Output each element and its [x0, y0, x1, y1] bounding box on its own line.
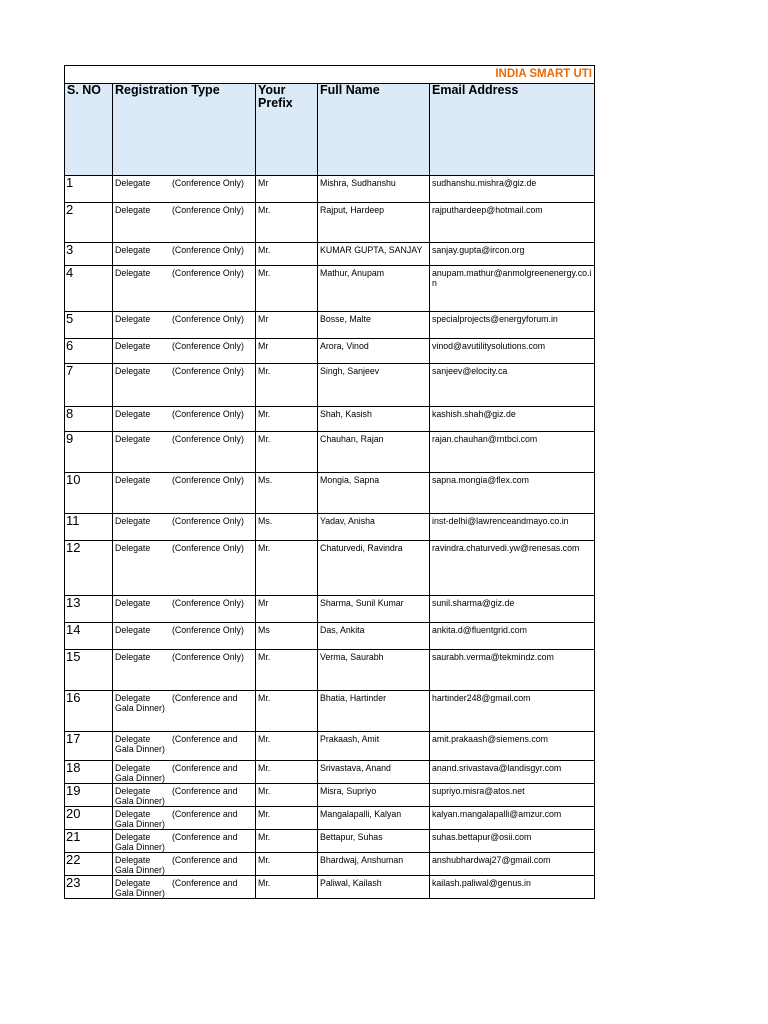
table-row — [65, 407, 595, 432]
cell-email: vinod@avutilitysolutions.com — [430, 339, 595, 364]
registration-detail: (Conference Only) — [172, 268, 244, 278]
registration-detail: (Conference Only) — [172, 314, 244, 324]
cell-prefix: Mr. — [256, 650, 318, 691]
cell-sno: 5 — [65, 312, 113, 339]
registration-type-label: Delegate — [115, 475, 151, 485]
registration-detail: (Conference Only) — [172, 205, 244, 215]
registration-type-label: Delegate — [115, 734, 151, 744]
cell-registration-type — [113, 266, 256, 312]
cell-email: kashish.shah@giz.de — [430, 407, 595, 432]
cell-registration-type — [113, 853, 256, 876]
registration-type-label: Delegate — [115, 409, 151, 419]
cell-email: ankita.d@fluentgrid.com — [430, 623, 595, 650]
cell-registration-type — [113, 761, 256, 784]
header-prefix: Your Prefix — [256, 84, 318, 176]
cell-sno: 2 — [65, 203, 113, 243]
table-row — [65, 473, 595, 514]
cell-sno: 15 — [65, 650, 113, 691]
cell-full-name: Bhatia, Hartinder — [318, 691, 430, 732]
cell-registration-type — [113, 473, 256, 514]
cell-full-name: Bettapur, Suhas — [318, 830, 430, 853]
registration-type-label: Delegate — [115, 763, 151, 773]
cell-registration-type — [113, 432, 256, 473]
table-row — [65, 514, 595, 541]
cell-registration-type — [113, 807, 256, 830]
cell-email: amit.prakaash@siemens.com — [430, 732, 595, 761]
cell-full-name: Srivastava, Anand — [318, 761, 430, 784]
cell-email: sunil.sharma@giz.de — [430, 596, 595, 623]
cell-prefix: Mr. — [256, 266, 318, 312]
cell-registration-type — [113, 176, 256, 203]
cell-email: kailash.paliwal@genus.in — [430, 876, 595, 899]
registration-detail-line2: Gala Dinner) — [115, 865, 165, 875]
cell-sno: 13 — [65, 596, 113, 623]
registration-detail-line2: Gala Dinner) — [115, 888, 165, 898]
header-row — [65, 84, 595, 176]
registration-type-label: Delegate — [115, 178, 151, 188]
table-row — [65, 596, 595, 623]
cell-registration-type — [113, 203, 256, 243]
cell-registration-type — [113, 830, 256, 853]
cell-email: rajan.chauhan@rntbci.com — [430, 432, 595, 473]
cell-prefix: Mr. — [256, 407, 318, 432]
registration-type-label: Delegate — [115, 625, 151, 635]
cell-prefix: Mr. — [256, 761, 318, 784]
registration-detail-line2: Gala Dinner) — [115, 744, 165, 754]
registration-detail: (Conference Only) — [172, 598, 244, 608]
cell-prefix: Mr — [256, 176, 318, 203]
cell-full-name: Sharma, Sunil Kumar — [318, 596, 430, 623]
registration-detail: (Conference and — [172, 878, 238, 888]
header-email: Email Address — [430, 84, 595, 176]
cell-full-name: Yadav, Anisha — [318, 514, 430, 541]
cell-email: anshubhardwaj27@gmail.com — [430, 853, 595, 876]
cell-sno: 16 — [65, 691, 113, 732]
table-row — [65, 830, 595, 853]
cell-email: ravindra.chaturvedi.yw@renesas.com — [430, 541, 595, 596]
cell-sno: 11 — [65, 514, 113, 541]
cell-sno: 8 — [65, 407, 113, 432]
cell-full-name: Bosse, Malte — [318, 312, 430, 339]
cell-sno: 9 — [65, 432, 113, 473]
cell-prefix: Mr. — [256, 432, 318, 473]
registration-detail: (Conference Only) — [172, 543, 244, 553]
cell-full-name: Chaturvedi, Ravindra — [318, 541, 430, 596]
registration-table — [64, 65, 595, 899]
header-full-name: Full Name — [318, 84, 430, 176]
cell-email: hartinder248@gmail.com — [430, 691, 595, 732]
registration-type-label: Delegate — [115, 341, 151, 351]
registration-type-label: Delegate — [115, 516, 151, 526]
cell-full-name: Paliwal, Kailash — [318, 876, 430, 899]
cell-email: specialprojects@energyforum.in — [430, 312, 595, 339]
cell-email: sapna.mongia@flex.com — [430, 473, 595, 514]
registration-detail: (Conference Only) — [172, 652, 244, 662]
cell-registration-type — [113, 243, 256, 266]
cell-email: sudhanshu.mishra@giz.de — [430, 176, 595, 203]
registration-detail: (Conference Only) — [172, 178, 244, 188]
cell-sno: 12 — [65, 541, 113, 596]
cell-sno: 22 — [65, 853, 113, 876]
cell-full-name: KUMAR GUPTA, SANJAY — [318, 243, 430, 266]
registration-type-label: Delegate — [115, 652, 151, 662]
cell-email: suhas.bettapur@osii.com — [430, 830, 595, 853]
cell-registration-type — [113, 623, 256, 650]
registration-type-label: Delegate — [115, 693, 151, 703]
registration-detail: (Conference Only) — [172, 516, 244, 526]
cell-prefix: Mr. — [256, 830, 318, 853]
registration-type-label: Delegate — [115, 598, 151, 608]
registration-type-label: Delegate — [115, 245, 151, 255]
registration-detail-line2: Gala Dinner) — [115, 796, 165, 806]
cell-email: sanjay.gupta@ircon.org — [430, 243, 595, 266]
cell-email: rajputhardeep@hotmail.com — [430, 203, 595, 243]
cell-full-name: Mangalapalli, Kalyan — [318, 807, 430, 830]
cell-registration-type — [113, 691, 256, 732]
table-row — [65, 761, 595, 784]
cell-sno: 6 — [65, 339, 113, 364]
cell-sno: 4 — [65, 266, 113, 312]
registration-detail: (Conference and — [172, 809, 238, 819]
cell-prefix: Mr — [256, 312, 318, 339]
registration-detail: (Conference Only) — [172, 245, 244, 255]
cell-prefix: Mr. — [256, 853, 318, 876]
table-row — [65, 876, 595, 899]
cell-registration-type — [113, 364, 256, 407]
table-row — [65, 312, 595, 339]
cell-registration-type — [113, 650, 256, 691]
registration-type-label: Delegate — [115, 878, 151, 888]
registration-type-label: Delegate — [115, 268, 151, 278]
cell-registration-type — [113, 876, 256, 899]
cell-registration-type — [113, 541, 256, 596]
cell-sno: 17 — [65, 732, 113, 761]
registration-detail: (Conference and — [172, 734, 238, 744]
cell-sno: 23 — [65, 876, 113, 899]
cell-sno: 18 — [65, 761, 113, 784]
cell-prefix: Mr. — [256, 784, 318, 807]
table-row — [65, 691, 595, 732]
cell-full-name: Arora, Vinod — [318, 339, 430, 364]
cell-full-name: Mishra, Sudhanshu — [318, 176, 430, 203]
table-row — [65, 541, 595, 596]
cell-prefix: Mr — [256, 339, 318, 364]
registration-detail: (Conference and — [172, 763, 238, 773]
cell-registration-type — [113, 596, 256, 623]
cell-email: sanjeev@elocity.ca — [430, 364, 595, 407]
cell-registration-type — [113, 339, 256, 364]
table-row — [65, 203, 595, 243]
registration-detail-line2: Gala Dinner) — [115, 703, 165, 713]
cell-email: anand.srivastava@landisgyr.com — [430, 761, 595, 784]
cell-full-name: Bhardwaj, Anshuman — [318, 853, 430, 876]
registration-type-label: Delegate — [115, 205, 151, 215]
registration-detail-line2: Gala Dinner) — [115, 773, 165, 783]
cell-prefix: Mr. — [256, 243, 318, 266]
cell-prefix: Mr. — [256, 732, 318, 761]
registration-detail: (Conference Only) — [172, 366, 244, 376]
cell-sno: 21 — [65, 830, 113, 853]
header-sno: S. NO — [65, 84, 113, 176]
registration-detail-line2: Gala Dinner) — [115, 842, 165, 852]
event-banner: INDIA SMART UTI — [65, 66, 595, 84]
table-row — [65, 176, 595, 203]
registration-type-label: Delegate — [115, 434, 151, 444]
cell-prefix: Mr. — [256, 541, 318, 596]
cell-sno: 7 — [65, 364, 113, 407]
cell-sno: 19 — [65, 784, 113, 807]
registration-detail: (Conference and — [172, 855, 238, 865]
cell-prefix: Ms. — [256, 473, 318, 514]
table-row — [65, 784, 595, 807]
cell-email: supriyo.misra@atos.net — [430, 784, 595, 807]
cell-prefix: Ms — [256, 623, 318, 650]
cell-sno: 1 — [65, 176, 113, 203]
cell-full-name: Mathur, Anupam — [318, 266, 430, 312]
cell-prefix: Mr — [256, 596, 318, 623]
registration-detail: (Conference Only) — [172, 475, 244, 485]
cell-sno: 20 — [65, 807, 113, 830]
cell-full-name: Rajput, Hardeep — [318, 203, 430, 243]
cell-sno: 3 — [65, 243, 113, 266]
registration-type-label: Delegate — [115, 855, 151, 865]
cell-full-name: Shah, Kasish — [318, 407, 430, 432]
registration-detail: (Conference Only) — [172, 341, 244, 351]
cell-registration-type — [113, 407, 256, 432]
cell-registration-type — [113, 784, 256, 807]
registration-detail: (Conference Only) — [172, 409, 244, 419]
cell-prefix: Mr. — [256, 807, 318, 830]
cell-full-name: Das, Ankita — [318, 623, 430, 650]
cell-full-name: Chauhan, Rajan — [318, 432, 430, 473]
cell-full-name: Singh, Sanjeev — [318, 364, 430, 407]
registration-detail: (Conference Only) — [172, 625, 244, 635]
table-row — [65, 853, 595, 876]
registration-detail: (Conference Only) — [172, 434, 244, 444]
registration-type-label: Delegate — [115, 543, 151, 553]
cell-email: inst-delhi@lawrenceandmayo.co.in — [430, 514, 595, 541]
cell-registration-type — [113, 732, 256, 761]
table-row — [65, 650, 595, 691]
table-row — [65, 432, 595, 473]
cell-full-name: Verma, Saurabh — [318, 650, 430, 691]
cell-full-name: Misra, Supriyo — [318, 784, 430, 807]
table-row — [65, 623, 595, 650]
header-registration-type: Registration Type — [113, 84, 256, 176]
cell-prefix: Mr. — [256, 876, 318, 899]
cell-registration-type — [113, 312, 256, 339]
cell-sno: 14 — [65, 623, 113, 650]
cell-prefix: Mr. — [256, 691, 318, 732]
cell-prefix: Mr. — [256, 203, 318, 243]
cell-email: saurabh.verma@tekmindz.com — [430, 650, 595, 691]
cell-registration-type — [113, 514, 256, 541]
cell-prefix: Mr. — [256, 364, 318, 407]
registration-detail: (Conference and — [172, 832, 238, 842]
cell-sno: 10 — [65, 473, 113, 514]
table-row — [65, 266, 595, 312]
table-row — [65, 807, 595, 830]
cell-email: kalyan.mangalapalli@amzur.com — [430, 807, 595, 830]
table-row — [65, 243, 595, 266]
registration-detail-line2: Gala Dinner) — [115, 819, 165, 829]
registration-type-label: Delegate — [115, 809, 151, 819]
table-row — [65, 339, 595, 364]
registration-type-label: Delegate — [115, 832, 151, 842]
cell-full-name: Prakaash, Amit — [318, 732, 430, 761]
banner-row — [65, 66, 595, 84]
cell-prefix: Ms. — [256, 514, 318, 541]
cell-email: anupam.mathur@anmolgreenenergy.co.in — [430, 266, 595, 312]
table-row — [65, 364, 595, 407]
registration-type-label: Delegate — [115, 314, 151, 324]
registration-detail: (Conference and — [172, 693, 238, 703]
registration-type-label: Delegate — [115, 786, 151, 796]
cell-full-name: Mongia, Sapna — [318, 473, 430, 514]
registration-detail: (Conference and — [172, 786, 238, 796]
table-row — [65, 732, 595, 761]
registration-type-label: Delegate — [115, 366, 151, 376]
